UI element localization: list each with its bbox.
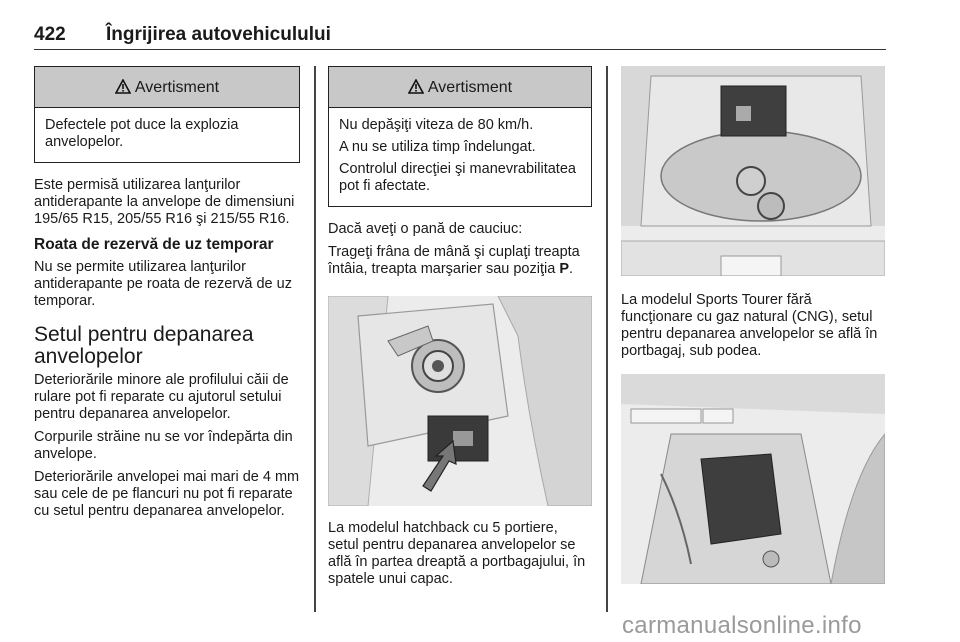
- column-divider: [314, 66, 316, 612]
- warning-text: Nu depăşiţi viteza de 80 km/h.: [339, 117, 534, 133]
- paragraph: Trageţi frâna de mână şi cuplaţi treapta întâia, treapta marşarier sau poziţia P.: [328, 244, 580, 277]
- paragraph: Deteriorările minore ale profilului căii de rulare pot fi reparate cu ajutorul setului pentru depanarea anvelopelor.: [34, 372, 289, 422]
- paragraph: Nu se permite utilizarea lanţurilor antiderapante pe roata de rezervă de uz temporar.: [34, 259, 292, 309]
- figure-caption: La modelul hatchback cu 5 portiere, setul pentru depanarea anvelopelor se află în partea dreaptă a portbagajului, în spatele unui capac.: [328, 520, 586, 587]
- column-3: [621, 66, 885, 598]
- warning-title: Avertisment: [427, 78, 513, 96]
- sports-tourer-underfloor-illustration: [621, 66, 885, 276]
- warning-text: Defectele pot duce la explozia anvelopelor.: [45, 117, 239, 150]
- warning-header: [35, 67, 299, 108]
- figure-caption: La modelul Sports Tourer fără funcţionare cu gaz natural (CNG), setul pentru depanarea anvelopelor se află în portbagaj, sub podea.: [621, 292, 878, 359]
- warning-box: [34, 66, 300, 163]
- hatchback-trunk-illustration: [328, 296, 592, 506]
- sports-tourer-side-panel-illustration: [621, 374, 885, 584]
- warning-body: [329, 108, 591, 206]
- page-header: [34, 20, 886, 50]
- section-title: Setul pentru depanarea anvelopelor: [34, 323, 254, 368]
- warning-triangle-icon: [115, 79, 131, 94]
- warning-triangle-icon: [408, 79, 424, 94]
- section-heading: Roata de rezervă de uz temporar: [34, 236, 274, 253]
- paragraph: Deteriorările anvelopei mai mari de 4 mm sau cele de pe flancuri nu pot fi reparate cu setul pentru depanarea anvelopelor.: [34, 469, 300, 519]
- warning-text: Controlul direcţiei şi manevrabilitatea pot fi afectate.: [339, 161, 576, 194]
- paragraph: Dacă aveţi o pană de cauciuc:: [328, 221, 523, 237]
- paragraph: Corpurile străine nu se vor îndepărta din anvelope.: [34, 429, 293, 462]
- page-number: 422: [34, 24, 66, 45]
- watermark: carmanualsonline.info: [622, 612, 862, 639]
- paragraph: Este permisă utilizarea lanţurilor antiderapante la anvelope de dimensiuni 195/65 R15, 205/55 R16 şi 215/55 R16.: [34, 177, 295, 227]
- column-divider: [606, 66, 608, 612]
- warning-header: [329, 67, 591, 108]
- column-2: [328, 66, 592, 594]
- chapter-title: Îngrijirea autovehiculului: [106, 24, 331, 45]
- warning-box: [328, 66, 592, 207]
- warning-text: A nu se utiliza timp îndelungat.: [339, 139, 536, 155]
- warning-body: [35, 108, 299, 162]
- warning-title: Avertisment: [134, 78, 220, 96]
- column-1: [34, 66, 300, 526]
